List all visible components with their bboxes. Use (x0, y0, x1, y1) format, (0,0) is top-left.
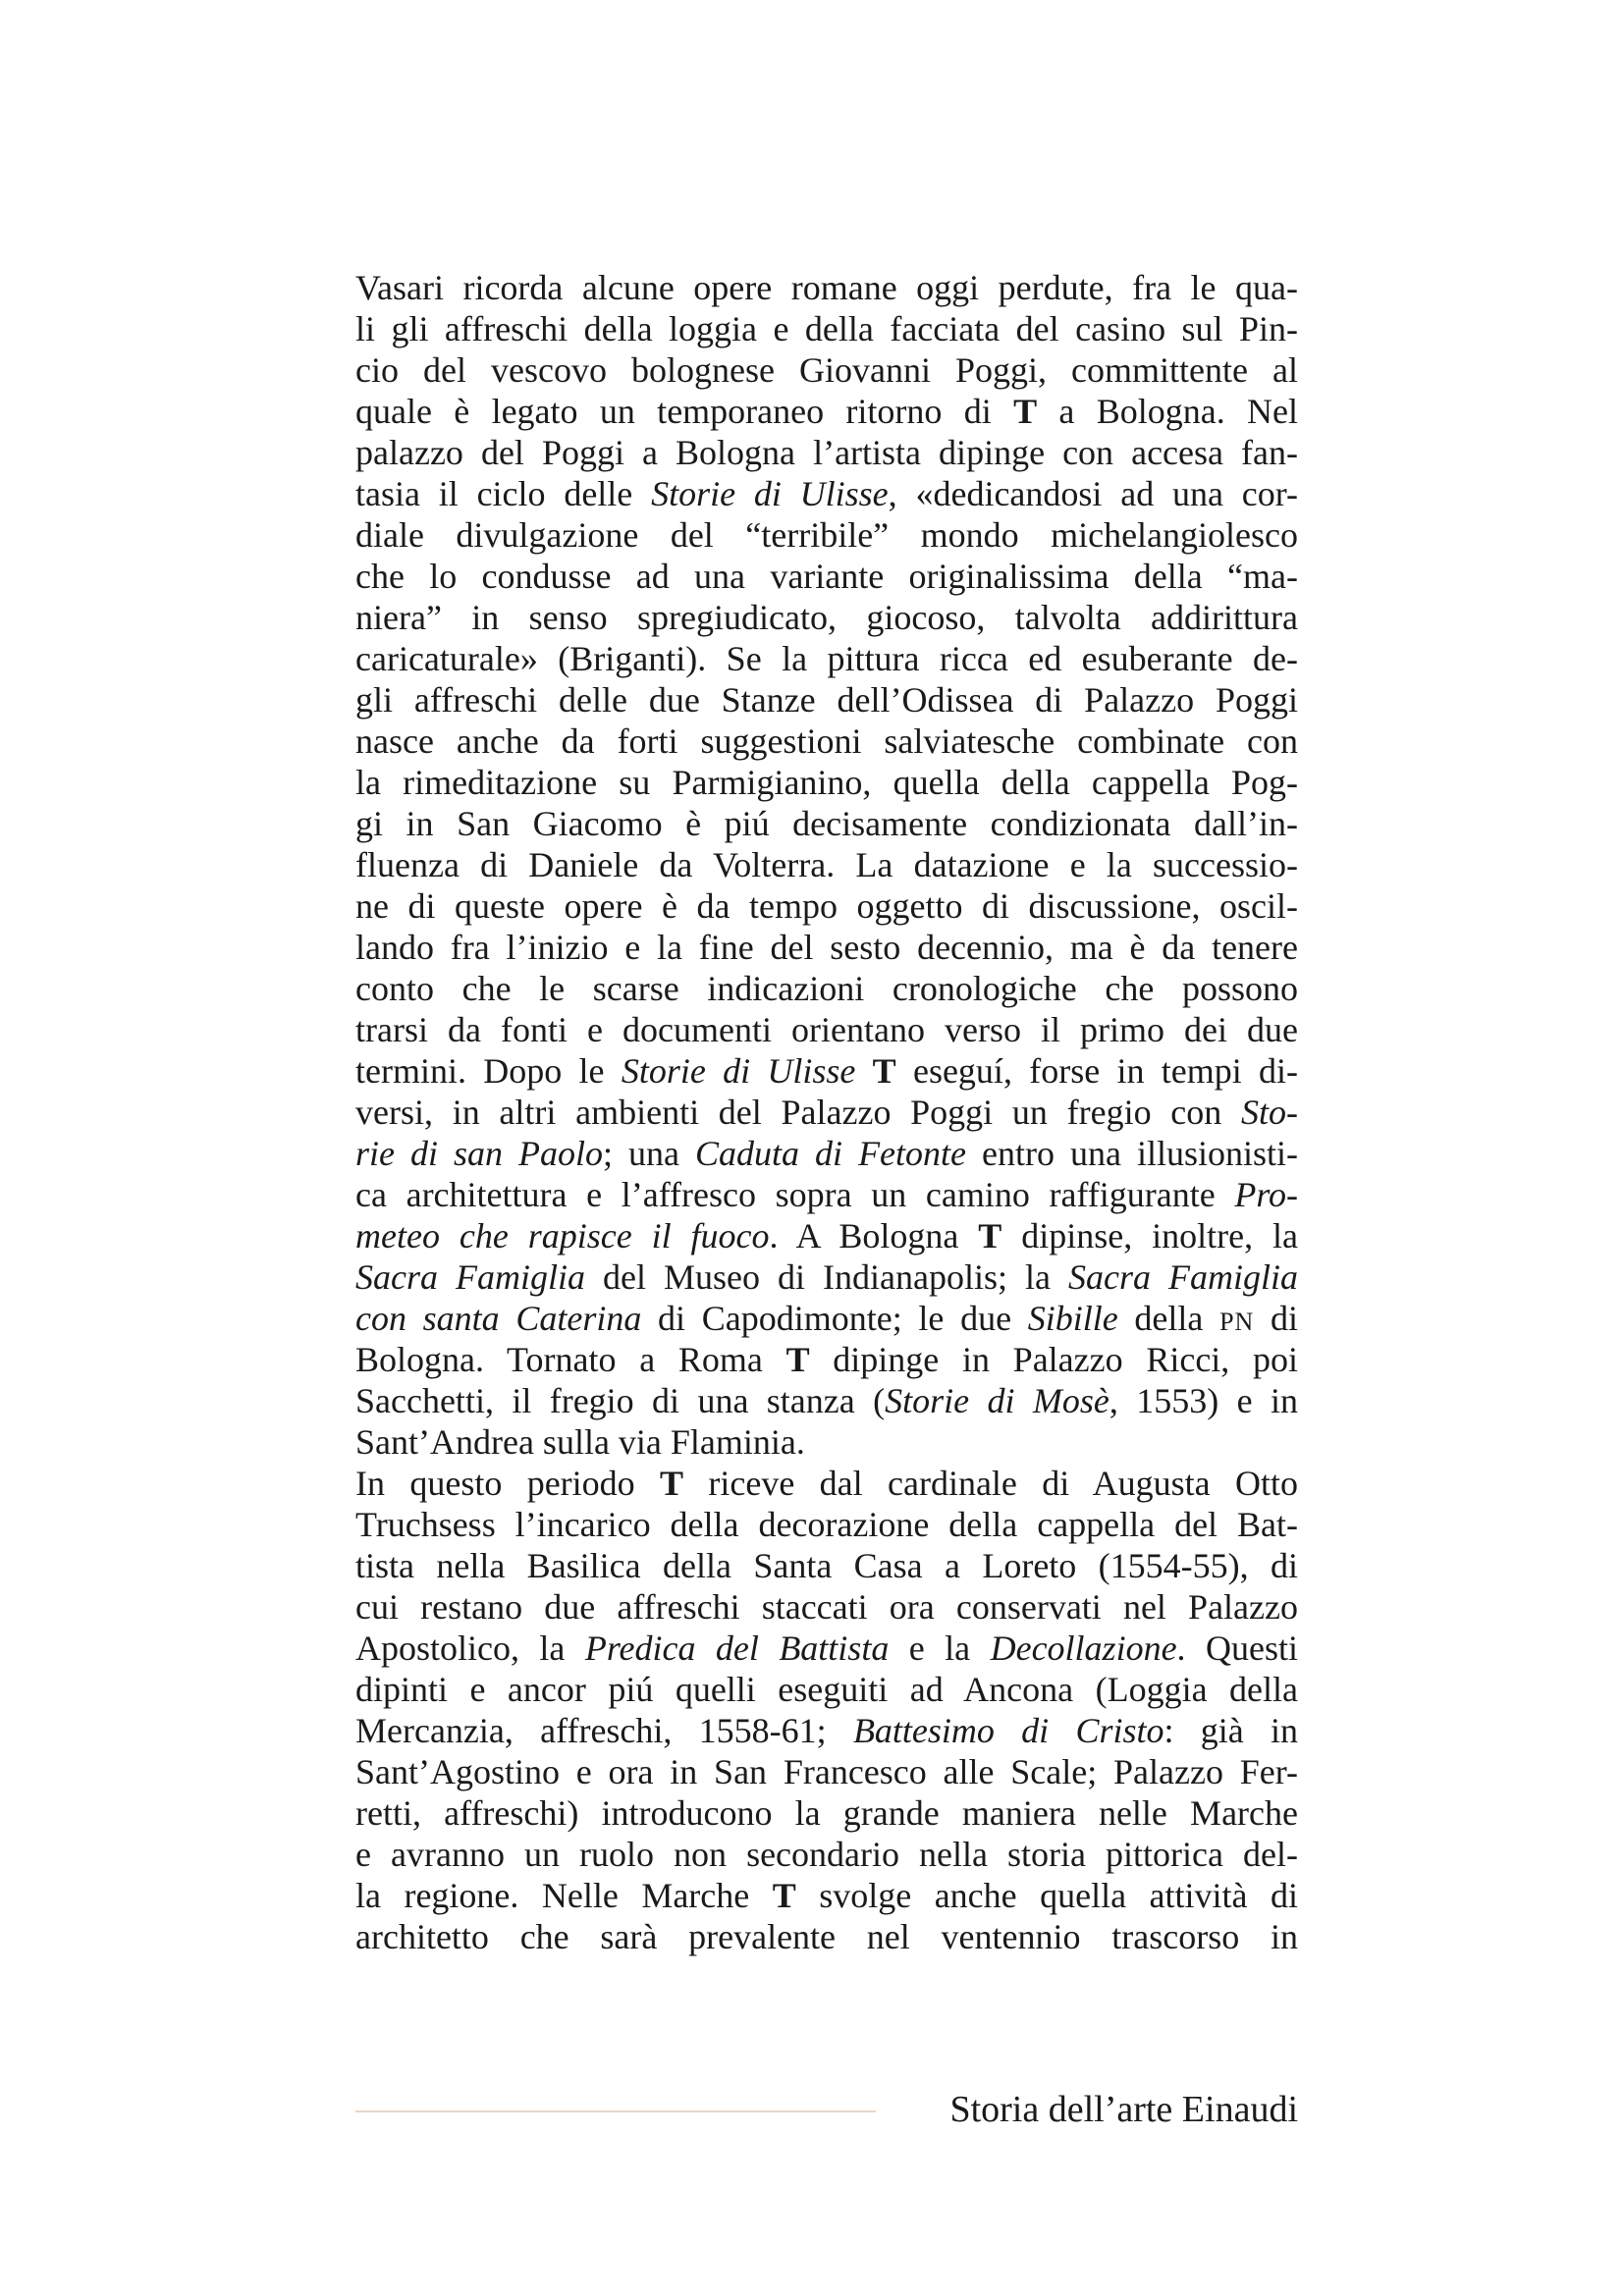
text-segment: Vasari ricorda alcune opere romane oggi perdute, fra le qua- (355, 268, 1298, 307)
text-line (355, 762, 1298, 803)
text-segment: e la (889, 1629, 991, 1668)
italic-title: Sibille (1027, 1299, 1118, 1338)
text-segment: quale è legato un temporaneo ritorno di (355, 392, 1014, 431)
italic-title: con santa Caterina (355, 1299, 642, 1338)
text-line (355, 308, 1298, 349)
text-segment: del Museo di Indianapolis; la (585, 1257, 1068, 1297)
text-segment: la regione. Nelle Marche (355, 1876, 773, 1915)
text-segment: cio del vescovo bolognese Giovanni Poggi, committente al (355, 350, 1298, 390)
italic-title: Pro- (1234, 1175, 1298, 1214)
text-segment: In questo periodo (355, 1464, 661, 1503)
text-segment: ca architettura e l’affresco sopra un camino raffigurante (355, 1175, 1235, 1214)
text-segment: Sant’Agostino e ora in San Francesco alle Scale; Palazzo Fer- (355, 1752, 1298, 1791)
italic-title: Sto- (1241, 1093, 1298, 1132)
text-line (355, 1256, 1298, 1298)
text-line (355, 1298, 1298, 1339)
text-segment: Mercanzia, affreschi, 1558-61; (355, 1711, 853, 1750)
text-segment: Sant’Andrea sulla via Flaminia. (355, 1422, 805, 1462)
text-line (355, 1504, 1298, 1545)
footer-title: Storia dell’arte Einaudi (949, 2089, 1298, 2130)
text-line (355, 1710, 1298, 1751)
text-segment: gi in San Giacomo è piú decisamente condizionata dall’in- (355, 804, 1298, 843)
text-line (355, 1050, 1298, 1092)
text-segment: di (1254, 1299, 1298, 1338)
text-segment: caricaturale» (Briganti). Se la pittura ricca ed esuberante de- (355, 639, 1298, 678)
text-line (355, 1215, 1298, 1256)
text-segment: versi, in altri ambienti del Palazzo Poggi un fregio con (355, 1093, 1241, 1132)
text-segment: ne di queste opere è da tempo oggetto di discussione, oscil- (355, 886, 1298, 926)
text-line (355, 968, 1298, 1009)
italic-title: Storie di Mosè (885, 1381, 1109, 1420)
text-line (355, 844, 1298, 885)
artist-initial: T (872, 1051, 896, 1091)
text-line (355, 927, 1298, 968)
text-segment: retti, affreschi) introducono la grande maniera nelle Marche (355, 1793, 1298, 1833)
text-line (355, 1174, 1298, 1215)
text-line (355, 1875, 1298, 1916)
text-line (355, 679, 1298, 721)
text-segment: Sacchetti, il fregio di una stanza ( (355, 1381, 886, 1420)
text-line (355, 267, 1298, 308)
artist-initial: T (772, 1876, 796, 1915)
text-segment: Apostolico, la (355, 1629, 585, 1668)
text-segment: a Bologna. Nel (1037, 392, 1298, 431)
text-line (355, 1834, 1298, 1875)
text-line (355, 803, 1298, 844)
text-line (355, 721, 1298, 762)
text-segment: . A Bologna (769, 1216, 979, 1255)
text-segment: , «dedicandosi ad una cor- (888, 474, 1298, 513)
text-segment: trarsi da fonti e documenti orientano verso il primo dei due (355, 1010, 1298, 1049)
text-line (355, 638, 1298, 679)
italic-title: meteo che rapisce il fuoco (355, 1216, 770, 1255)
text-segment: la rimeditazione su Parmigianino, quella della cappella Pog- (355, 763, 1298, 802)
italic-title: Decollazione (990, 1629, 1177, 1668)
text-segment: palazzo del Poggi a Bologna l’artista dipinge con accesa fan- (355, 433, 1298, 472)
text-segment (855, 1051, 872, 1091)
text-segment: svolge anche quella attività di (795, 1876, 1298, 1915)
text-segment: diale divulgazione del “terribile” mondo michelangiolesco (355, 515, 1298, 555)
abbreviation: PN (1219, 1308, 1255, 1336)
text-segment: gli affreschi delle due Stanze dell’Odissea di Palazzo Poggi (355, 680, 1298, 720)
page-footer (355, 2085, 1298, 2134)
text-line (355, 1092, 1298, 1133)
text-segment: lando fra l’inizio e la fine del sesto decennio, ma è da tenere (355, 928, 1298, 967)
text-segment: cui restano due affreschi staccati ora conservati nel Palazzo (355, 1587, 1298, 1627)
text-line (355, 1421, 1298, 1463)
text-segment: nasce anche da forti suggestioni salviatesche combinate con (355, 721, 1298, 761)
text-line (355, 1586, 1298, 1628)
text-segment: tasia il ciclo delle (355, 474, 652, 513)
italic-title: Storie di Ulisse (651, 474, 889, 513)
text-line (355, 349, 1298, 391)
text-segment: entro una illusionisti- (966, 1134, 1299, 1173)
text-segment: eseguí, forse in tempi di- (895, 1051, 1299, 1091)
text-line (355, 885, 1298, 927)
text-line (355, 1339, 1298, 1380)
text-line (355, 1133, 1298, 1174)
artist-initial: T (660, 1464, 684, 1503)
text-segment: fluenza di Daniele da Volterra. La datazione e la successio- (355, 845, 1298, 884)
text-segment: tista nella Basilica della Santa Casa a Loreto (1554-55), di (355, 1546, 1298, 1585)
text-line (355, 1628, 1298, 1669)
artist-initial: T (978, 1216, 1002, 1255)
text-segment: e avranno un ruolo non secondario nella storia pittorica del- (355, 1835, 1298, 1874)
text-segment: li gli affreschi della loggia e della facciata del casino sul Pin- (355, 309, 1298, 348)
text-segment: : già in (1163, 1711, 1298, 1750)
text-line (355, 1916, 1298, 1957)
text-line (355, 556, 1298, 597)
text-segment: niera” in senso spregiudicato, giocoso, talvolta addirittura (355, 598, 1298, 637)
artist-initial: T (1013, 392, 1038, 431)
text-line (355, 391, 1298, 432)
text-segment: dipinse, inoltre, la (1001, 1216, 1298, 1255)
text-line (355, 597, 1298, 638)
artist-initial: T (785, 1340, 810, 1379)
text-segment: Bologna. Tornato a Roma (355, 1340, 786, 1379)
text-line (355, 1545, 1298, 1586)
italic-title: rie di san Paolo (355, 1134, 604, 1173)
text-line (355, 473, 1298, 514)
text-line (355, 1009, 1298, 1050)
text-segment: Truchsess l’incarico della decorazione della cappella del Bat- (355, 1505, 1298, 1544)
body-text (355, 267, 1298, 1957)
text-segment: della (1117, 1299, 1220, 1338)
text-line (355, 1463, 1298, 1504)
text-line (355, 432, 1298, 473)
text-segment: dipinge in Palazzo Ricci, poi (809, 1340, 1298, 1379)
italic-title: Caduta di Fetonte (695, 1134, 967, 1173)
text-segment: . Questi (1176, 1629, 1298, 1668)
text-segment: dipinti e ancor piú quelli eseguiti ad Ancona (Loggia della (355, 1670, 1298, 1709)
text-segment: ; una (603, 1134, 696, 1173)
text-segment: , 1553) e in (1109, 1381, 1298, 1420)
italic-title: Predica del Battista (584, 1629, 890, 1668)
text-segment: architetto che sarà prevalente nel ventennio trascorso in (355, 1917, 1298, 1956)
text-segment: che lo condusse ad una variante originalissima della “ma- (355, 557, 1298, 596)
footer-rule (355, 2110, 876, 2112)
text-line (355, 514, 1298, 556)
italic-title: Sacra Famiglia (1068, 1257, 1298, 1297)
italic-title: Sacra Famiglia (355, 1257, 585, 1297)
text-segment: conto che le scarse indicazioni cronologiche che possono (355, 969, 1298, 1008)
italic-title: Storie di Ulisse (621, 1051, 856, 1091)
text-segment: riceve dal cardinale di Augusta Otto (683, 1464, 1298, 1503)
italic-title: Battesimo di Cristo (852, 1711, 1164, 1750)
text-line (355, 1380, 1298, 1421)
text-segment: termini. Dopo le (355, 1051, 622, 1091)
text-line (355, 1751, 1298, 1792)
text-line (355, 1669, 1298, 1710)
text-segment: di Capodimonte; le due (641, 1299, 1028, 1338)
text-line (355, 1792, 1298, 1834)
